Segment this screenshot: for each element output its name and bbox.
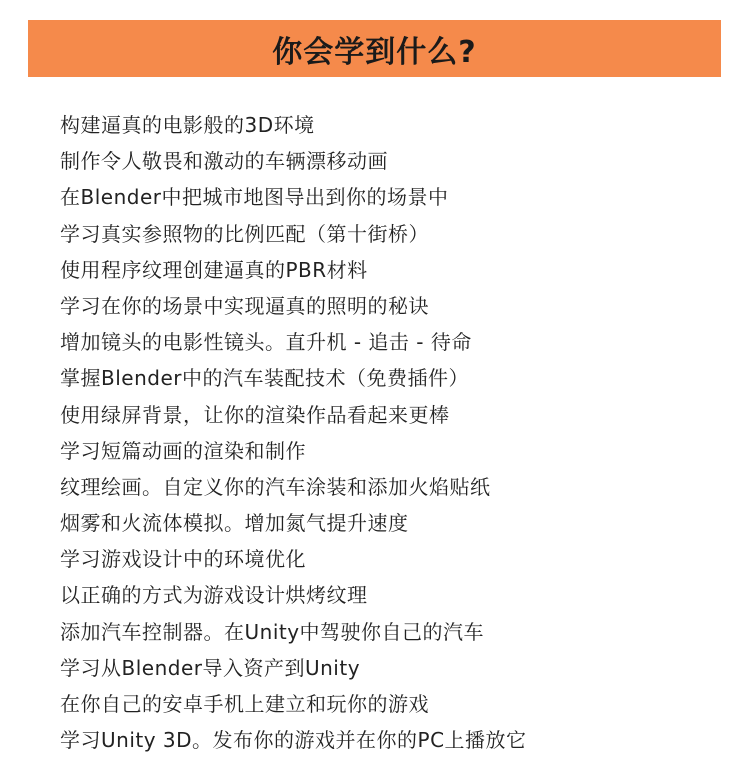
list-item: 构建逼真的电影般的3D环境	[60, 113, 315, 137]
list-item: 掌握Blender中的汽车装配技术（免费插件）	[60, 366, 469, 391]
list-item: 学习从Blender导入资产到Unity	[60, 655, 361, 680]
page-title: 你会学到什么?	[272, 34, 477, 70]
list-item: 在你自己的安卓手机上建立和玩你的游戏	[60, 692, 429, 716]
list-item: 以正确的方式为游戏设计烘烤纹理	[60, 583, 368, 608]
list-item: 学习在你的场景中实现逼真的照明的秘诀	[60, 293, 429, 318]
list-item: 在Blender中把城市地图导出到你的场景中	[60, 185, 449, 210]
list-item: 添加汽车控制器。在Unity中驾驶你自己的汽车	[60, 619, 485, 644]
list-item: 学习短篇动画的渲染和制作	[60, 438, 306, 463]
header-banner	[28, 20, 721, 77]
list-item: 使用绿屏背景，让你的渲染作品看起来更棒	[60, 402, 450, 427]
list-item: 使用程序纹理创建逼真的PBR材料	[60, 257, 368, 282]
list-item: 学习Unity 3D。发布你的游戏并在你的PC上播放它	[60, 728, 527, 753]
list-item: 烟雾和火流体模拟。增加氮气提升速度	[60, 511, 409, 536]
list-item: 增加镜头的电影性镜头。直升机 - 追击 - 待命	[60, 330, 472, 355]
list-item: 纹理绘画。自定义你的汽车涂装和添加火焰贴纸	[60, 474, 491, 499]
list-item: 制作令人敬畏和激动的车辆漂移动画	[60, 149, 388, 174]
list-item: 学习游戏设计中的环境优化	[60, 547, 306, 572]
list-item: 学习真实参照物的比例匹配（第十街桥）	[60, 221, 429, 246]
learning-outcomes-list	[60, 107, 527, 758]
